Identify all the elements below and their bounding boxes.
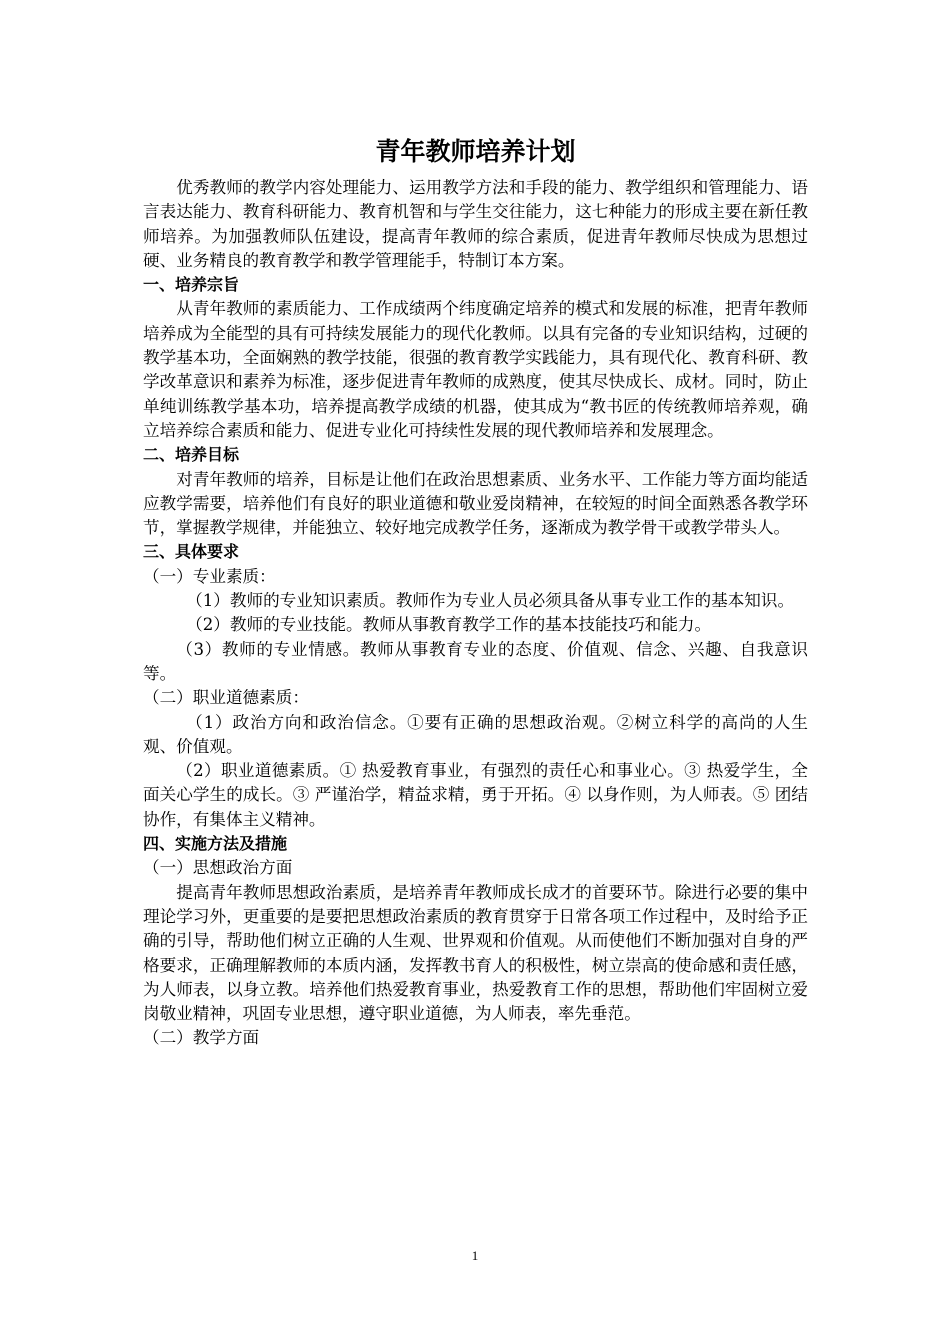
- requirement-item: （1）政治方向和政治信念。①要有正确的思想政治观。②树立科学的高尚的人生观、价值观。: [143, 712, 808, 756]
- section-heading-goals: 二、培养目标: [143, 445, 240, 465]
- purpose-paragraph: 从青年教师的素质能力、工作成绩两个纬度确定培养的模式和发展的标准，把青年教师培养成为全能型的具有可持续发展能力的现代化教师。以具有完备的专业知识结构，过硬的教学基本功，全面娴熟的教学技能，很强的教育教学实践能力，具有现代化、教育科研、教学改革意识和素养为标准，逐步促进青年教师的成熟度，使其尽快成长、成材。同时，防止单纯训练教学基本功，培养提高教学成绩的机器，使其成为“教书匠的传统教师培养观，确立培养综合素质和能力、促进专业化可持续性发展的现代教师培养和发展理念。: [143, 299, 808, 440]
- requirement-item: （1）教师的专业知识素质。教师作为专业人员必须具备从事专业工作的基本知识。: [186, 591, 795, 611]
- subheading-teaching: （二）教学方面: [143, 1028, 260, 1048]
- section-heading-methods: 四、实施方法及措施: [143, 834, 288, 854]
- methods-paragraph: 提高青年教师思想政治素质，是培养青年教师成长成才的首要环节。除进行必要的集中理论学习外，更重要的是要把思想政治素质的教育贯穿于日常各项工作过程中，及时给予正确的引导，帮助他们树立正确的人生观、世界观和价值观。从而使他们不断加强对自身的严格要求，正确理解教师的本质内涵，发挥教书育人的积极性，树立崇高的使命感和责任感，为人师表，以身立教。培养他们热爱教育事业，热爱教育工作的思想，帮助他们牢固树立爱岗敬业精神，巩固专业思想，遵守职业道德，为人师表，率先垂范。: [143, 882, 808, 1024]
- goals-paragraph: 对青年教师的培养，目标是让他们在政治思想素质、业务水平、工作能力等方面均能适应教学需要，培养他们有良好的职业道德和敬业爱岗精神，在较短的时间全面熟悉各教学环节，掌握教学规律，并能独立、较好地完成教学任务，逐渐成为教学骨干或教学带头人。: [143, 469, 808, 538]
- requirement-item: （3）教师的专业情感。教师从事教育专业的态度、价值观、信念、兴趣、自我意识等。: [143, 639, 808, 683]
- requirement-item: （2）教师的专业技能。教师从事教育教学工作的基本技能技巧和能力。: [186, 615, 712, 635]
- subheading-political: （一）思想政治方面: [143, 858, 293, 878]
- document-body: [143, 132, 808, 1051]
- subheading-ethics-quality: （二）职业道德素质：: [143, 688, 309, 708]
- requirement-item: （2）职业道德素质。① 热爱教育事业，有强烈的责任心和事业心。③ 热爱学生，全面关心学生的成长。③ 严谨治学，精益求精，勇于开拓。④ 以身作则，为人师表。⑤ 团结协作，有集体主义精神。: [143, 761, 808, 829]
- document-title: 青年教师培养计划: [375, 137, 576, 166]
- page-number: 1: [471, 1248, 479, 1263]
- section-heading-requirements: 三、具体要求: [143, 542, 240, 562]
- intro-paragraph: 优秀教师的教学内容处理能力、运用教学方法和手段的能力、教学组织和管理能力、语言表达能力、教育科研能力、教育机智和与学生交往能力，这七种能力的形成主要在新任教师培养。为加强教师队伍建设，提高青年教师的综合素质，促进青年教师尽快成为思想过硬、业务精良的教育教学和教学管理能手，特制订本方案。: [143, 178, 808, 270]
- section-heading-purpose: 一、培养宗旨: [143, 275, 240, 295]
- subheading-professional-quality: （一）专业素质：: [143, 566, 276, 586]
